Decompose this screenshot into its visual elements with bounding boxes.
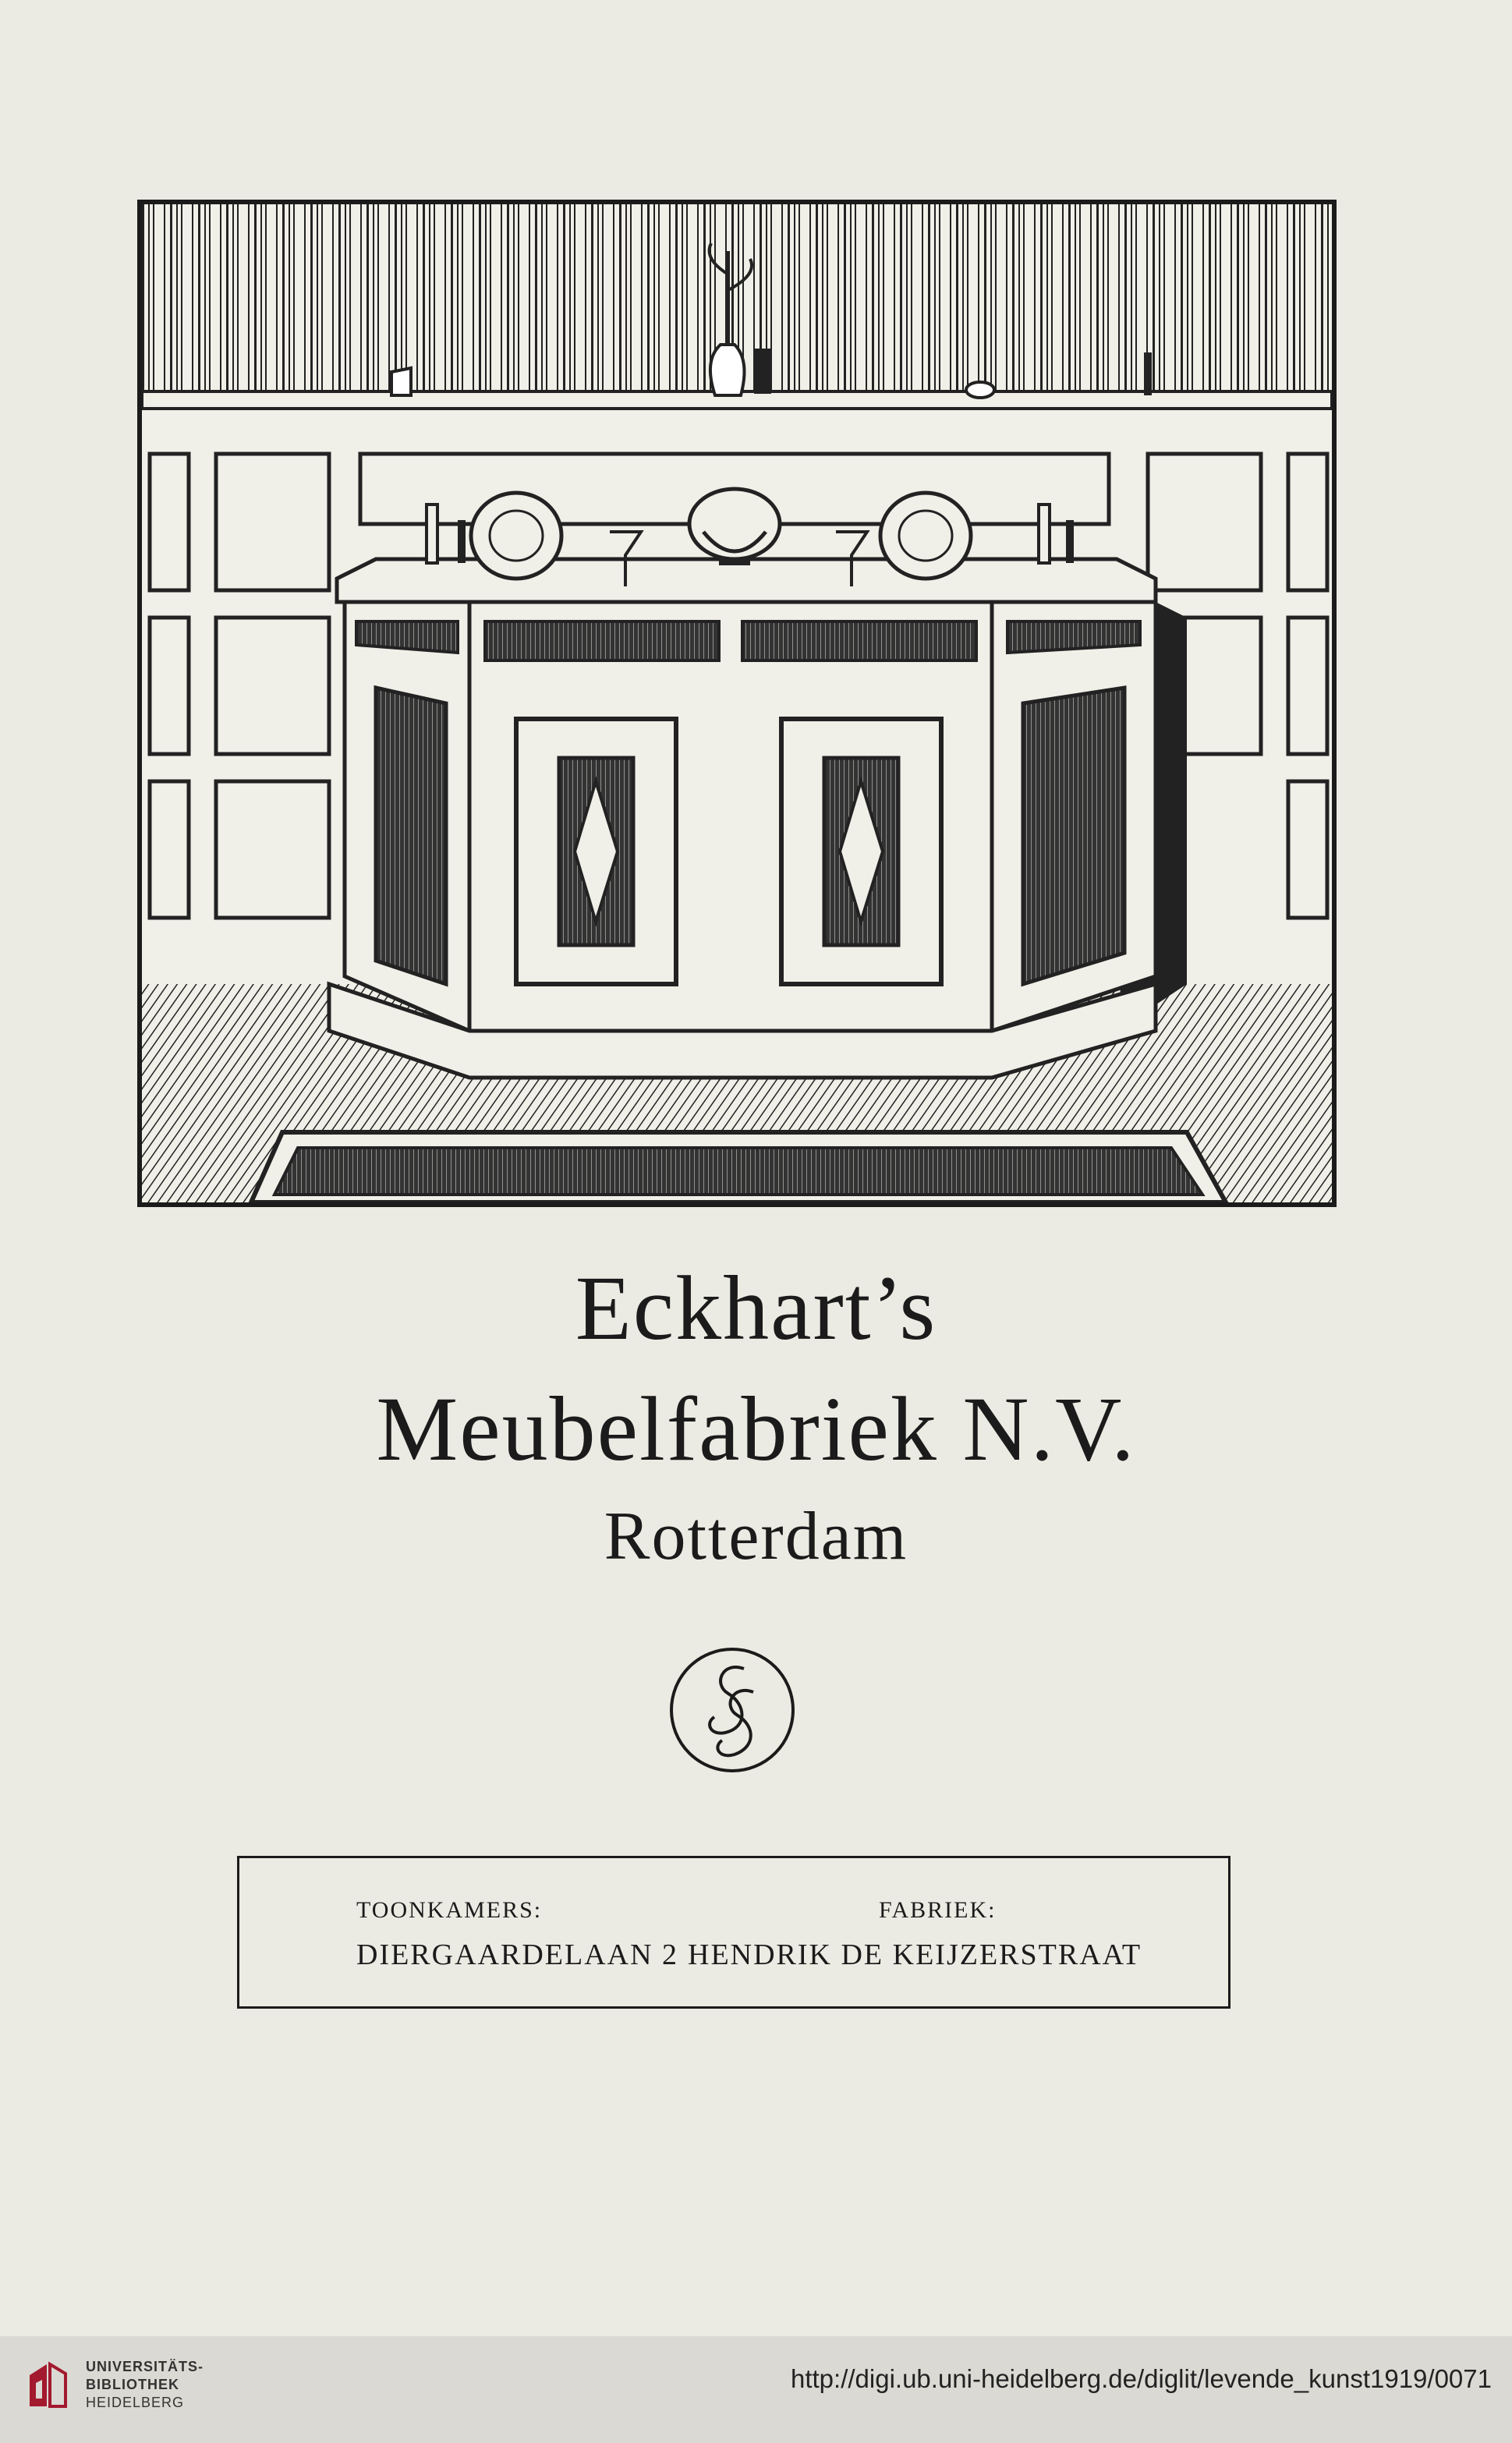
sideboard-drawing-icon (142, 204, 1332, 1202)
factory-label: FABRIEK: (879, 1897, 997, 1923)
digitization-footer (0, 2336, 1512, 2443)
factory-address: HENDRIK DE KEIJZERSTRAAT (688, 1938, 1142, 1971)
company-name-line1: Eckhart’s (575, 1257, 937, 1359)
sideboard-illustration (137, 200, 1337, 1207)
company-name-line2: Meubelfabriek N.V. (376, 1378, 1136, 1480)
showroom-label: TOONKAMERS: (356, 1897, 543, 1923)
ss-monogram-icon (667, 1645, 797, 1775)
library-logo-icon (27, 2360, 69, 2411)
company-city: Rotterdam (604, 1499, 908, 1574)
address-box (237, 1856, 1230, 2009)
library-name (86, 2358, 204, 2412)
library-name-line2: BIBLIOTHEK (86, 2377, 179, 2392)
source-url-link[interactable]: http://digi.ub.uni-heidelberg.de/diglit/levende_kunst1919/0071 (790, 2364, 1492, 2393)
library-name-line1: UNIVERSITÄTS- (86, 2359, 204, 2374)
library-name-line3: HEIDELBERG (86, 2395, 185, 2410)
showroom-address: DIERGAARDELAAN 2 (356, 1938, 679, 1971)
